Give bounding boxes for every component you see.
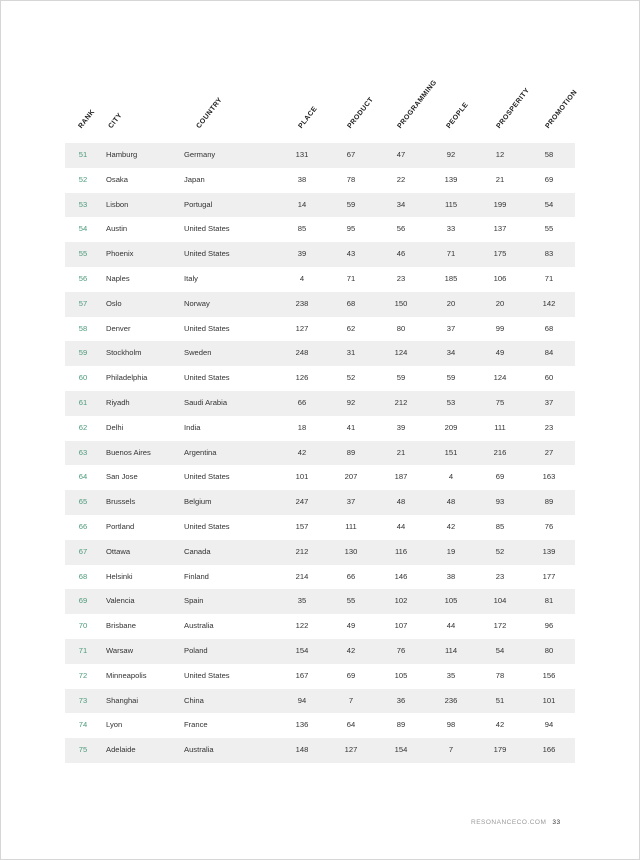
cell-place: 38 [297,174,307,184]
cell-rank: 59 [78,348,88,358]
cell-city: Ottawa [106,546,131,556]
cell-promotion: 166 [542,745,556,755]
column-header-place: PLACE [297,105,319,130]
cell-prosperity: 172 [493,621,507,631]
cell-prosperity: 23 [495,571,505,581]
cell-rank: 69 [78,596,88,606]
cell-product: 68 [346,298,356,308]
cell-country: India [184,422,201,432]
cell-prosperity: 42 [495,720,505,730]
cell-product: 62 [346,323,356,333]
column-header-people: PEOPLE [445,101,470,130]
cell-promotion: 54 [544,199,554,209]
cell-programming: 212 [394,397,408,407]
cell-product: 207 [344,472,358,482]
table-row [65,639,575,664]
cell-people: 71 [446,249,456,259]
cell-programming: 21 [396,447,406,457]
cell-country: United States [184,472,230,482]
page-number: 33 [552,819,561,826]
cell-product: 92 [346,397,356,407]
cell-country: China [184,695,204,705]
cell-rank: 65 [78,497,88,507]
cell-place: 247 [295,497,309,507]
cell-city: Delhi [106,422,124,432]
cell-people: 92 [446,150,456,159]
cell-prosperity: 51 [495,695,505,705]
cell-promotion: 27 [544,447,554,457]
table-row [65,292,575,317]
cell-city: Phoenix [106,249,134,259]
cell-country: Belgium [184,497,212,507]
cell-programming: 116 [394,546,408,556]
cell-product: 37 [346,497,356,507]
cell-place: 126 [295,373,309,383]
cell-country: Japan [184,174,205,184]
cell-people: 20 [446,298,456,308]
cell-place: 42 [297,447,307,457]
cell-people: 115 [444,199,458,209]
cell-product: 59 [346,199,356,209]
cell-promotion: 37 [544,397,554,407]
cell-product: 52 [346,373,356,383]
cell-programming: 22 [396,174,406,184]
cell-place: 248 [295,348,309,358]
table-row [65,490,575,515]
cell-prosperity: 75 [495,397,505,407]
cell-country: Argentina [184,447,217,457]
cell-place: 14 [297,199,307,209]
cell-city: Denver [106,323,131,333]
cell-programming: 34 [396,199,406,209]
cell-people: 105 [444,596,458,606]
cell-country: United States [184,670,230,680]
table-row [65,391,575,416]
cell-programming: 56 [396,224,406,234]
cell-rank: 63 [78,447,88,457]
cell-promotion: 69 [544,174,554,184]
column-header-city: CITY [107,111,124,130]
cell-people: 19 [446,546,456,556]
cell-product: 89 [346,447,356,457]
cell-country: Poland [184,645,208,655]
cell-prosperity: 85 [495,521,505,531]
cell-city: Minneapolis [106,670,147,680]
cell-city: Oslo [106,298,122,308]
cell-promotion: 68 [544,323,554,333]
cell-programming: 105 [394,670,408,680]
cell-prosperity: 111 [494,422,506,432]
table-row [65,143,575,168]
cell-country: Italy [184,273,198,283]
cell-promotion: 177 [542,571,556,581]
cell-people: 42 [446,521,456,531]
table-row [65,738,575,763]
cell-promotion: 80 [544,645,554,655]
column-header-promotion: PROMOTION [544,88,579,130]
footer-site: RESONANCECO.COM [471,819,547,826]
cell-city: Brisbane [106,621,136,631]
cell-city: Valencia [106,596,135,606]
cell-product: 41 [346,422,356,432]
cell-country: Canada [184,546,211,556]
cell-rank: 58 [78,323,88,333]
cell-rank: 71 [78,645,88,655]
cell-country: Australia [184,621,214,631]
table-row [65,366,575,391]
column-header-rank: RANK [77,108,97,130]
cell-place: 212 [295,546,309,556]
table-row [65,515,575,540]
cell-people: 48 [446,497,456,507]
cell-place: 35 [297,596,307,606]
cell-place: 39 [297,249,307,259]
cell-promotion: 156 [542,670,556,680]
cell-programming: 146 [394,571,408,581]
cell-city: Lyon [106,720,123,730]
cell-promotion: 96 [544,621,554,631]
cell-city: Lisbon [106,199,129,209]
cell-city: Warsaw [106,645,134,655]
cell-prosperity: 199 [493,199,507,209]
cell-promotion: 71 [544,273,554,283]
cell-people: 35 [446,670,456,680]
cell-promotion: 76 [544,521,554,531]
cell-rank: 55 [78,249,88,259]
cell-promotion: 94 [544,720,554,730]
cell-country: Germany [184,150,216,159]
cell-programming: 150 [394,298,408,308]
cell-prosperity: 52 [495,546,505,556]
cell-city: Austin [106,224,128,234]
cell-prosperity: 78 [495,670,505,680]
cell-programming: 36 [396,695,406,705]
cell-rank: 62 [78,422,88,432]
cell-product: 130 [344,546,358,556]
table-row [65,168,575,193]
cell-rank: 74 [78,720,88,730]
cell-prosperity: 104 [493,596,507,606]
table-row [65,565,575,590]
column-header-programming: PROGRAMMING [396,79,439,130]
cell-rank: 68 [78,571,88,581]
table-row [65,416,575,441]
cell-product: 43 [346,249,356,259]
table-row [65,465,575,490]
rankings-table [65,143,575,763]
cell-country: Sweden [184,348,212,358]
cell-country: United States [184,323,230,333]
cell-prosperity: 49 [495,348,505,358]
cell-place: 131 [295,150,309,159]
cell-people: 185 [444,273,458,283]
cell-promotion: 84 [544,348,554,358]
cell-rank: 72 [78,670,88,680]
cell-product: 64 [346,720,356,730]
cell-place: 154 [295,645,309,655]
column-header-product: PRODUCT [346,96,376,130]
cell-product: 71 [346,273,356,283]
cell-product: 42 [346,645,356,655]
cell-programming: 47 [396,150,406,159]
cell-rank: 61 [78,397,88,407]
cell-country: United States [184,224,230,234]
cell-city: Helsinki [106,571,133,581]
cell-prosperity: 20 [495,298,505,308]
cell-place: 85 [297,224,307,234]
cell-city: Osaka [106,174,128,184]
cell-people: 34 [446,348,456,358]
table-row [65,217,575,242]
table-row [65,317,575,342]
cell-place: 94 [297,695,307,705]
cell-product: 69 [346,670,356,680]
cell-place: 18 [297,422,307,432]
cell-rank: 67 [78,546,88,556]
cell-people: 4 [448,472,454,482]
cell-programming: 23 [396,273,406,283]
cell-rank: 70 [78,621,88,631]
cell-product: 111 [345,521,357,531]
cell-product: 78 [346,174,356,184]
cell-prosperity: 179 [493,745,507,755]
cell-country: Australia [184,745,214,755]
cell-product: 49 [346,621,356,631]
cell-rank: 52 [78,174,88,184]
cell-city: Stockholm [106,348,142,358]
cell-promotion: 142 [542,298,556,308]
cell-promotion: 55 [544,224,554,234]
cell-city: Riyadh [106,397,130,407]
cell-city: Portland [106,521,135,531]
cell-place: 4 [299,273,305,283]
cell-people: 59 [446,373,456,383]
cell-country: Finland [184,571,209,581]
cell-rank: 57 [78,298,88,308]
cell-programming: 107 [394,621,408,631]
cell-programming: 124 [394,348,408,358]
cell-country: Saudi Arabia [184,397,228,407]
cell-programming: 44 [396,521,406,531]
cell-promotion: 60 [544,373,554,383]
cell-promotion: 163 [542,472,556,482]
cell-prosperity: 93 [495,497,505,507]
cell-rank: 64 [78,472,88,482]
cell-promotion: 83 [544,249,554,259]
cell-programming: 154 [394,745,408,755]
cell-programming: 80 [396,323,406,333]
cell-place: 148 [295,745,309,755]
table-row [65,441,575,466]
cell-product: 55 [346,596,356,606]
cell-place: 127 [295,323,309,333]
cell-product: 66 [346,571,356,581]
cell-city: San Jose [106,472,138,482]
cell-prosperity: 12 [495,150,505,159]
cell-country: United States [184,521,230,531]
table-row [65,267,575,292]
cell-people: 151 [444,447,458,457]
table-row [65,242,575,267]
cell-people: 236 [444,695,458,705]
cell-programming: 39 [396,422,406,432]
cell-place: 136 [295,720,309,730]
cell-promotion: 23 [544,422,554,432]
cell-rank: 53 [78,199,88,209]
cell-people: 114 [444,645,458,655]
cell-rank: 73 [78,695,88,705]
cell-people: 7 [448,745,454,755]
table-row [65,589,575,614]
cell-people: 44 [446,621,456,631]
cell-promotion: 81 [544,596,554,606]
cell-prosperity: 175 [493,249,507,259]
cell-prosperity: 99 [495,323,505,333]
cell-place: 157 [295,521,309,531]
cell-country: Portugal [184,199,213,209]
cell-people: 53 [446,397,456,407]
cell-city: Shanghai [106,695,139,705]
cell-people: 98 [446,720,456,730]
cell-city: Philadelphia [106,373,148,383]
cell-programming: 89 [396,720,406,730]
table-header [1,1,640,143]
cell-rank: 75 [78,745,88,755]
cell-country: France [184,720,208,730]
column-header-country: COUNTRY [195,96,224,130]
cell-programming: 76 [396,645,406,655]
cell-country: United States [184,249,230,259]
cell-programming: 187 [394,472,408,482]
cell-prosperity: 54 [495,645,505,655]
table-row [65,664,575,689]
cell-country: Spain [184,596,204,606]
cell-people: 37 [446,323,456,333]
cell-product: 7 [348,695,354,705]
cell-city: Hamburg [106,150,138,159]
cell-prosperity: 137 [493,224,507,234]
cell-promotion: 139 [542,546,556,556]
table-row [65,193,575,218]
cell-product: 127 [344,745,358,755]
cell-city: Adelaide [106,745,136,755]
column-header-prosperity: PROSPERITY [495,86,532,130]
cell-product: 95 [346,224,356,234]
cell-people: 139 [444,174,458,184]
cell-place: 101 [295,472,309,482]
cell-place: 122 [295,621,309,631]
table-row [65,689,575,714]
cell-rank: 51 [78,150,88,159]
cell-promotion: 58 [544,150,554,159]
cell-people: 209 [444,422,458,432]
cell-programming: 102 [394,596,408,606]
cell-rank: 66 [78,521,88,531]
table-row [65,713,575,738]
cell-programming: 59 [396,373,406,383]
cell-prosperity: 216 [493,447,507,457]
cell-city: Buenos Aires [106,447,151,457]
page-footer [471,819,581,826]
cell-prosperity: 69 [495,472,505,482]
cell-city: Brussels [106,497,136,507]
cell-country: United States [184,373,230,383]
cell-rank: 60 [78,373,88,383]
cell-place: 214 [295,571,309,581]
cell-product: 31 [346,348,356,358]
cell-rank: 56 [78,273,88,283]
cell-place: 167 [295,670,309,680]
cell-people: 33 [446,224,456,234]
table-row [65,540,575,565]
cell-promotion: 89 [544,497,554,507]
cell-programming: 46 [396,249,406,259]
table-row [65,614,575,639]
cell-prosperity: 21 [495,174,505,184]
cell-city: Naples [106,273,130,283]
table-row [65,341,575,366]
cell-rank: 54 [78,224,88,234]
cell-place: 238 [295,298,309,308]
cell-country: Norway [184,298,210,308]
cell-programming: 48 [396,497,406,507]
cell-prosperity: 106 [493,273,507,283]
cell-prosperity: 124 [493,373,507,383]
cell-people: 38 [446,571,456,581]
cell-place: 66 [297,397,307,407]
cell-product: 67 [346,150,356,159]
cell-promotion: 101 [542,695,556,705]
